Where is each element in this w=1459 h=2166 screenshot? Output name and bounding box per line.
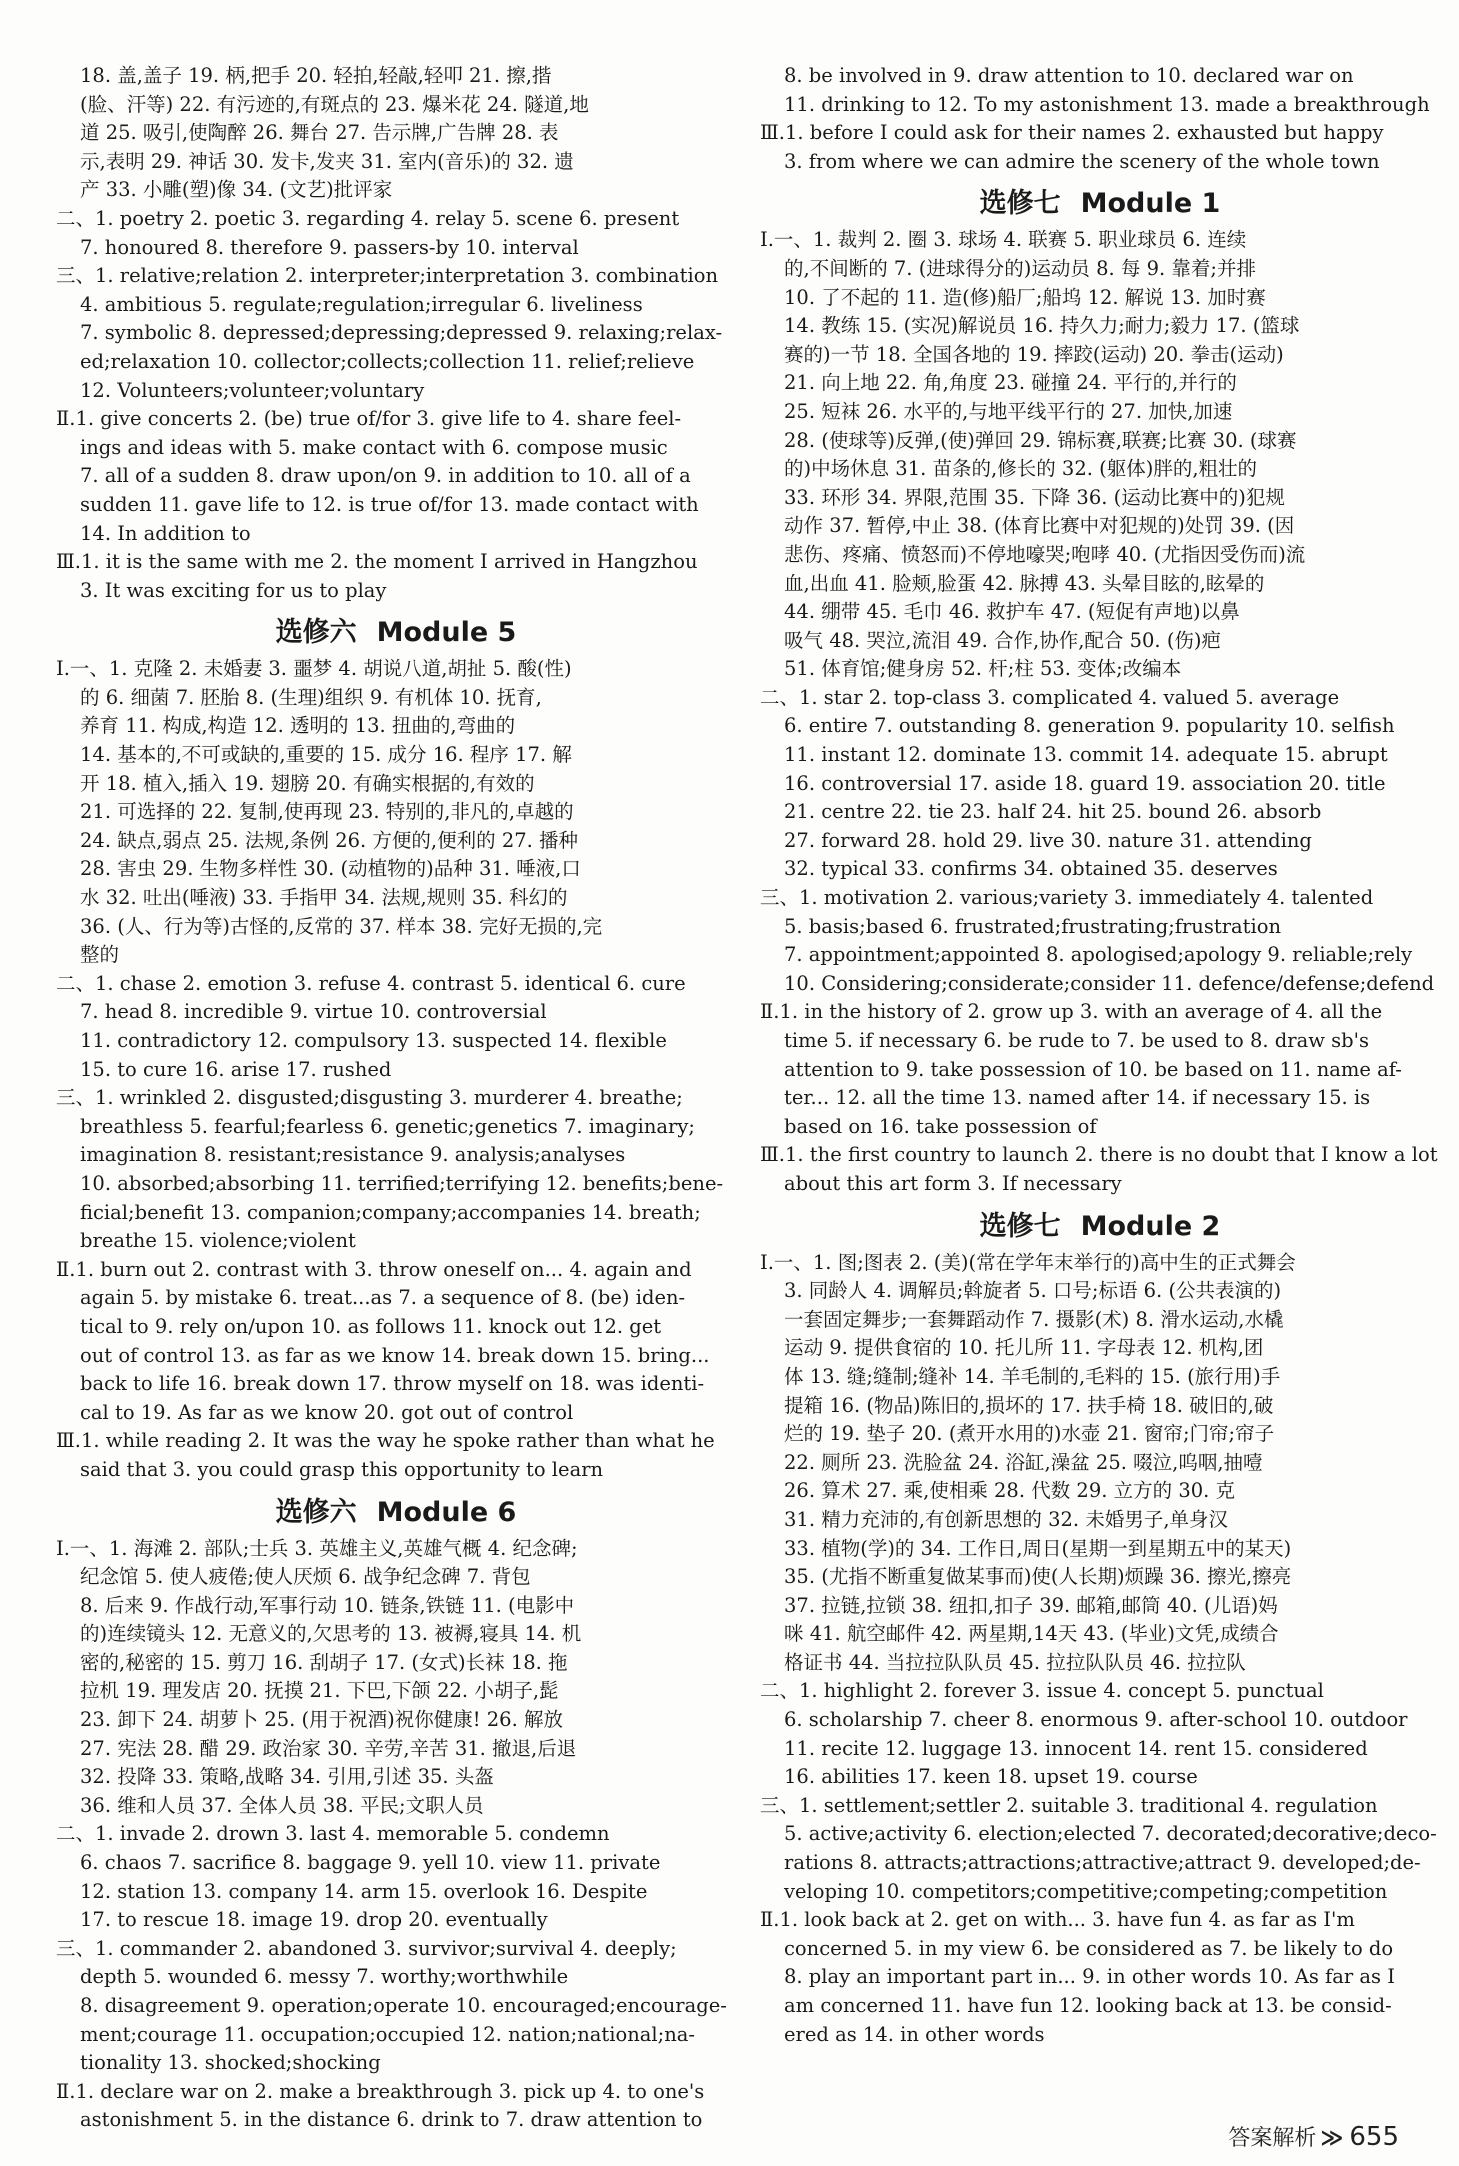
answer-line: (脸、汗等) 22. 有污迹的,有斑点的 23. 爆米花 24. 隧道,地	[80, 92, 589, 116]
answer-line: tionality 13. shocked;shocking	[80, 2051, 381, 2075]
answer-line: 悲伤、疼痛、愤怒而)不停地嚎哭;咆哮 40. (尤指因受伤而)流	[784, 542, 1306, 566]
answer-line: 21. centre 22. tie 23. half 24. hit 25. bound 26. absorb	[784, 800, 1322, 824]
answer-line: 的 6. 细菌 7. 胚胎 8. (生理)组织 9. 有机体 10. 抚育,	[80, 685, 542, 709]
footer-label: 答案解析	[1228, 2126, 1317, 2151]
answer-line: 11. instant 12. dominate 13. commit 14. adequate 15. abrupt	[784, 743, 1388, 767]
answer-line: 开 18. 植入,插入 19. 翅膀 20. 有确实根据的,有效的	[80, 771, 535, 795]
answer-line: Ⅰ.一、1. 海滩 2. 部队;士兵 3. 英雄主义,英雄气概 4. 纪念碑;	[56, 1536, 578, 1560]
answer-line: 6. chaos 7. sacrifice 8. baggage 9. yell 10. view 11. private	[80, 1851, 661, 1875]
answer-line: out of control 13. as far as we know 14. break down 15. bring...	[80, 1343, 710, 1367]
answer-block	[56, 1535, 736, 2135]
answer-line: 体 13. 缝;缝制;缝补 14. 羊毛制的,毛料的 15. (旅行用)手	[784, 1364, 1281, 1388]
answer-line: Ⅲ.1. before I could ask for their names 2. exhausted but happy	[760, 121, 1384, 145]
answer-line: 7. honoured 8. therefore 9. passers-by 10. interval	[80, 235, 579, 259]
right-column	[760, 62, 1440, 2049]
answer-line: 7. appointment;appointed 8. apologised;apology 9. reliable;rely	[784, 943, 1413, 967]
answer-block	[56, 62, 736, 605]
answer-line: 三、1. motivation 2. various;variety 3. immediately 4. talented	[760, 886, 1374, 910]
answer-block	[760, 62, 1440, 176]
answer-line: ed;relaxation 10. collector;collects;collection 11. relief;relieve	[80, 349, 695, 373]
answer-line: 18. 盖,盖子 19. 柄,把手 20. 轻拍,轻敲,轻叩 21. 擦,揩	[80, 64, 552, 87]
answer-line: astonishment 5. in the distance 6. drink to 7. draw attention to	[80, 2108, 703, 2132]
answer-line: 8. play an important part in... 9. in other words 10. As far as I	[784, 1965, 1395, 1989]
answer-line: Ⅱ.1. burn out 2. contrast with 3. throw oneself on... 4. again and	[56, 1257, 692, 1281]
answer-line: 31. 精力充沛的,有创新思想的 32. 未婚男子,单身汉	[784, 1507, 1229, 1531]
module-heading	[56, 1493, 736, 1533]
answer-line: Ⅲ.1. it is the same with me 2. the moment I arrived in Hangzhou	[56, 550, 698, 574]
answer-line: veloping 10. competitors;competitive;competing;competition	[784, 1879, 1388, 1903]
answer-line: 32. 投降 33. 策略,战略 34. 引用,引述 35. 头盔	[80, 1765, 494, 1789]
answer-line: said that 3. you could grasp this opportunity to learn	[80, 1457, 604, 1481]
answer-line: ings and ideas with 5. make contact with 6. compose music	[80, 435, 668, 459]
answer-line: 14. 基本的,不可或缺的,重要的 15. 成分 16. 程序 17. 解	[80, 743, 572, 767]
double-arrow-icon: ≫	[1320, 2126, 1344, 2151]
answer-line: rations 8. attracts;attractions;attractive;attract 9. developed;de-	[784, 1851, 1421, 1875]
answer-line: 36. (人、行为等)古怪的,反常的 37. 样本 38. 完好无损的,完	[80, 914, 603, 938]
answer-line: 的,不间断的 7. (进球得分的)运动员 8. 每 9. 靠着;并排	[784, 256, 1256, 280]
answer-line: 28. (使球等)反弹,(使)弹回 29. 锦标赛,联赛;比赛 30. (球赛	[784, 428, 1297, 452]
module-heading-module: Module 1	[1080, 188, 1221, 220]
answer-line: 6. entire 7. outstanding 8. generation 9. popularity 10. selfish	[784, 714, 1395, 738]
answer-line: 格证书 44. 当拉拉队队员 45. 拉拉队队员 46. 拉拉队	[784, 1650, 1246, 1674]
answer-line: 25. 短袜 26. 水平的,与地平线平行的 27. 加快,加速	[784, 399, 1233, 423]
answer-line: 三、1. wrinkled 2. disgusted;disgusting 3. murderer 4. breathe;	[56, 1086, 683, 1110]
answer-line: 吸气 48. 哭泣,流泪 49. 合作,协作,配合 50. (伤)疤	[784, 628, 1222, 652]
answer-line: 咪 41. 航空邮件 42. 两星期,14天 43. (毕业)文凭,成绩合	[784, 1622, 1279, 1646]
answer-line: 26. 算术 27. 乘,使相乘 28. 代数 29. 立方的 30. 克	[784, 1479, 1236, 1503]
answer-line: Ⅱ.1. declare war on 2. make a breakthrough 3. pick up 4. to one's	[56, 2079, 705, 2103]
answer-line: Ⅰ.一、1. 裁判 2. 圈 3. 球场 4. 联赛 5. 职业球员 6. 连续	[760, 228, 1247, 252]
module-heading-course: 选修七	[979, 188, 1061, 220]
answer-line: 44. 绷带 45. 毛巾 46. 救护车 47. (短促有声地)以鼻	[784, 600, 1240, 624]
answer-line: ment;courage 11. occupation;occupied 12. nation;national;na-	[80, 2022, 695, 2046]
answer-line: 二、1. poetry 2. poetic 3. regarding 4. relay 5. scene 6. present	[56, 206, 680, 230]
answer-line: 33. 环形 34. 界限,范围 35. 下降 36. (运动比赛中的)犯规	[784, 485, 1285, 509]
answer-block	[760, 1249, 1440, 2050]
answer-line: 二、1. chase 2. emotion 3. refuse 4. contrast 5. identical 6. cure	[56, 971, 686, 995]
answer-line: based on 16. take possession of	[784, 1114, 1097, 1138]
answer-line: 二、1. star 2. top-class 3. complicated 4. valued 5. average	[760, 685, 1340, 709]
answer-line: 一套固定舞步;一套舞蹈动作 7. 摄影(术) 8. 滑水运动,水橇	[784, 1307, 1284, 1331]
answer-line: 8. disagreement 9. operation;operate 10. encouraged;encourage-	[80, 1994, 727, 2017]
answer-line: 16. controversial 17. aside 18. guard 19. association 20. title	[784, 771, 1386, 795]
module-heading-module: Module 2	[1080, 1210, 1221, 1242]
answer-line: 17. to rescue 18. image 19. drop 20. eventually	[80, 1908, 548, 1932]
module-heading-course: 选修六	[275, 617, 357, 649]
answer-line: 三、1. relative;relation 2. interpreter;interpretation 3. combination	[56, 264, 719, 288]
answer-line: 运动 9. 提供食宿的 10. 托儿所 11. 字母表 12. 机构,团	[784, 1336, 1264, 1360]
answer-line: 7. head 8. incredible 9. virtue 10. controversial	[80, 1000, 547, 1024]
answer-line: 36. 维和人员 37. 全体人员 38. 平民;文职人员	[80, 1793, 484, 1817]
answer-line: 三、1. commander 2. abandoned 3. survivor;survival 4. deeply;	[56, 1936, 677, 1960]
answer-line: Ⅲ.1. while reading 2. It was the way he spoke rather than what he	[56, 1429, 715, 1453]
answer-line: 12. Volunteers;volunteer;voluntary	[80, 378, 425, 402]
answer-line: back to life 16. break down 17. throw myself on 18. was identi-	[80, 1372, 705, 1396]
answer-line: 养育 11. 构成,构造 12. 透明的 13. 扭曲的,弯曲的	[80, 714, 516, 738]
answer-line: 的)连续镜头 12. 无意义的,欠思考的 13. 被褥,寝具 14. 机	[80, 1622, 582, 1646]
answer-line: ter... 12. all the time 13. named after 14. if necessary 15. is	[784, 1086, 1371, 1110]
answer-line: 32. typical 33. confirms 34. obtained 35. deserves	[784, 857, 1278, 881]
answer-line: 烂的 19. 垫子 20. (煮开水用的)水壶 21. 窗帘;门帘;帘子	[784, 1422, 1275, 1446]
answer-line: 33. 植物(学)的 34. 工作日,周日(星期一到星期五中的某天)	[784, 1536, 1292, 1560]
page-footer	[1228, 2121, 1399, 2152]
answer-line: ficial;benefit 13. companion;company;accompanies 14. breath;	[80, 1200, 701, 1224]
answer-line: 27. forward 28. hold 29. live 30. nature 31. attending	[784, 828, 1312, 852]
answer-line: ered as 14. in other words	[784, 2022, 1045, 2046]
answer-line: 11. drinking to 12. To my astonishment 13. made a breakthrough	[784, 92, 1430, 116]
answer-line: 动作 37. 暂停,中止 38. (体育比赛中对犯规的)处罚 39. (因	[784, 514, 1295, 538]
answer-line: 21. 可选择的 22. 复制,使再现 23. 特别的,非凡的,卓越的	[80, 800, 574, 824]
answer-line: 拉机 19. 理发店 20. 抚摸 21. 下巴,下颌 22. 小胡子,髭	[80, 1679, 559, 1703]
answer-line: 血,出血 41. 脸颊,脸蛋 42. 脉搏 43. 头晕目眩的,眩晕的	[784, 571, 1265, 595]
page-number: 655	[1349, 2122, 1399, 2152]
answer-line: 28. 害虫 29. 生物多样性 30. (动植物的)品种 31. 唾液,口	[80, 857, 581, 881]
answer-line: Ⅱ.1. give concerts 2. (be) true of/for 3. give life to 4. share feel-	[56, 407, 682, 431]
answer-line: 21. 向上地 22. 角,角度 23. 碰撞 24. 平行的,并行的	[784, 371, 1237, 395]
answer-line: 4. ambitious 5. regulate;regulation;irregular 6. liveliness	[80, 292, 643, 316]
answer-line: breathless 5. fearful;fearless 6. genetic;genetics 7. imaginary;	[80, 1114, 695, 1138]
answer-line: 示,表明 29. 神话 30. 发卡,发夹 31. 室内(音乐)的 32. 遗	[80, 149, 574, 173]
answer-line: 14. In addition to	[80, 521, 251, 545]
answer-line: 二、1. highlight 2. forever 3. issue 4. concept 5. punctual	[760, 1679, 1324, 1703]
answer-line: 三、1. settlement;settler 2. suitable 3. traditional 4. regulation	[760, 1793, 1378, 1817]
answer-line: 16. abilities 17. keen 18. upset 19. course	[784, 1765, 1198, 1789]
answer-line: Ⅲ.1. the first country to launch 2. there is no doubt that I know a lot	[760, 1143, 1438, 1167]
answer-line: 10. 了不起的 11. 造(修)船厂;船坞 12. 解说 13. 加时赛	[784, 285, 1266, 309]
module-heading-course: 选修六	[275, 1496, 357, 1528]
answer-line: Ⅰ.一、1. 克隆 2. 未婚妻 3. 噩梦 4. 胡说八道,胡扯 5. 酸(性)	[56, 657, 572, 681]
answer-line: 8. be involved in 9. draw attention to 10. declared war on	[784, 64, 1354, 87]
answer-line: 14. 教练 15. (实况)解说员 16. 持久力;耐力;毅力 17. (篮球	[784, 314, 1300, 338]
answer-line: imagination 8. resistant;resistance 9. analysis;analyses	[80, 1143, 626, 1167]
answer-line: again 5. by mistake 6. treat...as 7. a sequence of 8. (be) iden-	[80, 1286, 686, 1310]
answer-line: Ⅱ.1. look back at 2. get on with... 3. have fun 4. as far as I'm	[760, 1908, 1355, 1932]
answer-line: 5. basis;based 6. frustrated;frustrating;frustration	[784, 914, 1282, 938]
answer-line: 7. all of a sudden 8. draw upon/on 9. in addition to 10. all of a	[80, 464, 691, 488]
answer-block	[56, 655, 736, 1484]
module-heading	[56, 613, 736, 653]
answer-line: depth 5. wounded 6. messy 7. worthy;worthwhile	[80, 1965, 569, 1989]
answer-line: 二、1. invade 2. drown 3. last 4. memorable 5. condemn	[56, 1822, 610, 1846]
answer-line: 3. from where we can admire the scenery of the whole town	[784, 149, 1380, 173]
answer-line: sudden 11. gave life to 12. is true of/for 13. made contact with	[80, 492, 699, 516]
answer-line: tical to 9. rely on/upon 10. as follows 11. knock out 12. get	[80, 1314, 662, 1338]
answer-line: 赛的)一节 18. 全国各地的 19. 摔跤(运动) 20. 拳击(运动)	[784, 342, 1284, 366]
module-heading	[760, 184, 1440, 224]
module-heading-course: 选修七	[979, 1210, 1061, 1242]
answer-line: 15. to cure 16. arise 17. rushed	[80, 1057, 392, 1081]
answer-line: 24. 缺点,弱点 25. 法规,条例 26. 方便的,便利的 27. 播种	[80, 828, 579, 852]
answer-line: 8. 后来 9. 作战行动,军事行动 10. 链条,铁链 11. (电影中	[80, 1593, 575, 1617]
answer-block	[760, 226, 1440, 1198]
answer-line: 产 33. 小雕(塑)像 34. (文艺)批评家	[80, 178, 393, 202]
answer-line: 10. Considering;considerate;consider 11. defence/defense;defend	[784, 971, 1435, 995]
module-heading-module: Module 5	[376, 617, 517, 649]
answer-line: cal to 19. As far as we know 20. got out of control	[80, 1400, 574, 1424]
answer-line: breathe 15. violence;violent	[80, 1229, 356, 1253]
answer-line: 5. active;activity 6. election;elected 7. decorated;decorative;deco-	[784, 1822, 1437, 1846]
answer-line: Ⅰ.一、1. 图;图表 2. (美)(常在学年末举行的)高中生的正式舞会	[760, 1250, 1296, 1274]
answer-line: Ⅱ.1. in the history of 2. grow up 3. with an average of 4. all the	[760, 1000, 1383, 1024]
answer-line: 道 25. 吸引,使陶醉 26. 舞台 27. 告示牌,广告牌 28. 表	[80, 121, 559, 145]
answer-line: attention to 9. take possession of 10. be based on 11. name af-	[784, 1057, 1402, 1081]
answer-line: 35. (尤指不断重复做某事而)使(人长期)烦躁 36. 擦光,擦亮	[784, 1565, 1292, 1589]
answer-line: 23. 卸下 24. 胡萝卜 25. (用于祝酒)祝你健康! 26. 解放	[80, 1708, 563, 1732]
answer-line: 3. 同龄人 4. 调解员;斡旋者 5. 口号;标语 6. (公共表演的)	[784, 1279, 1282, 1303]
answer-line: 6. scholarship 7. cheer 8. enormous 9. after-school 10. outdoor	[784, 1708, 1408, 1732]
answer-line: 整的	[80, 943, 120, 967]
answer-line: 22. 厕所 23. 洗脸盆 24. 浴缸,澡盆 25. 啜泣,呜咽,抽噎	[784, 1450, 1263, 1474]
answer-line: am concerned 11. have fun 12. looking back at 13. be consid-	[784, 1994, 1392, 2017]
answer-line: 3. It was exciting for us to play	[80, 578, 387, 602]
answer-line: 37. 拉链,拉锁 38. 纽扣,扣子 39. 邮箱,邮筒 40. (儿语)妈	[784, 1593, 1278, 1617]
module-heading	[760, 1207, 1440, 1247]
answer-line: about this art form 3. If necessary	[784, 1171, 1122, 1195]
answer-line: 水 32. 吐出(唾液) 33. 手指甲 34. 法规,规则 35. 科幻的	[80, 886, 568, 910]
answer-line: 纪念馆 5. 使人疲倦;使人厌烦 6. 战争纪念碑 7. 背包	[80, 1565, 531, 1589]
answer-line: 11. recite 12. luggage 13. innocent 14. rent 15. considered	[784, 1736, 1368, 1760]
answer-line: 27. 宪法 28. 醋 29. 政治家 30. 辛劳,辛苦 31. 撤退,后退	[80, 1736, 577, 1760]
answer-line: 10. absorbed;absorbing 11. terrified;terrifying 12. benefits;bene-	[80, 1171, 724, 1195]
answer-line: time 5. if necessary 6. be rude to 7. be used to 8. draw sb's	[784, 1029, 1369, 1052]
answer-line: 51. 体育馆;健身房 52. 杆;柱 53. 变体;改编本	[784, 657, 1182, 681]
answer-line: 提箱 16. (物品)陈旧的,损坏的 17. 扶手椅 18. 破旧的,破	[784, 1393, 1274, 1417]
answer-line: 11. contradictory 12. compulsory 13. suspected 14. flexible	[80, 1029, 667, 1052]
answer-line: 12. station 13. company 14. arm 15. overlook 16. Despite	[80, 1879, 648, 1903]
answer-line: concerned 5. in my view 6. be considered as 7. be likely to do	[784, 1936, 1394, 1960]
module-heading-module: Module 6	[376, 1496, 517, 1528]
answer-line: 7. symbolic 8. depressed;depressing;depressed 9. relaxing;relax-	[80, 321, 723, 345]
left-column	[56, 62, 736, 2135]
answer-line: 密的,秘密的 15. 剪刀 16. 刮胡子 17. (女式)长袜 18. 拖	[80, 1650, 568, 1674]
answer-line: 的)中场休息 31. 苗条的,修长的 32. (躯体)胖的,粗壮的	[784, 457, 1258, 481]
